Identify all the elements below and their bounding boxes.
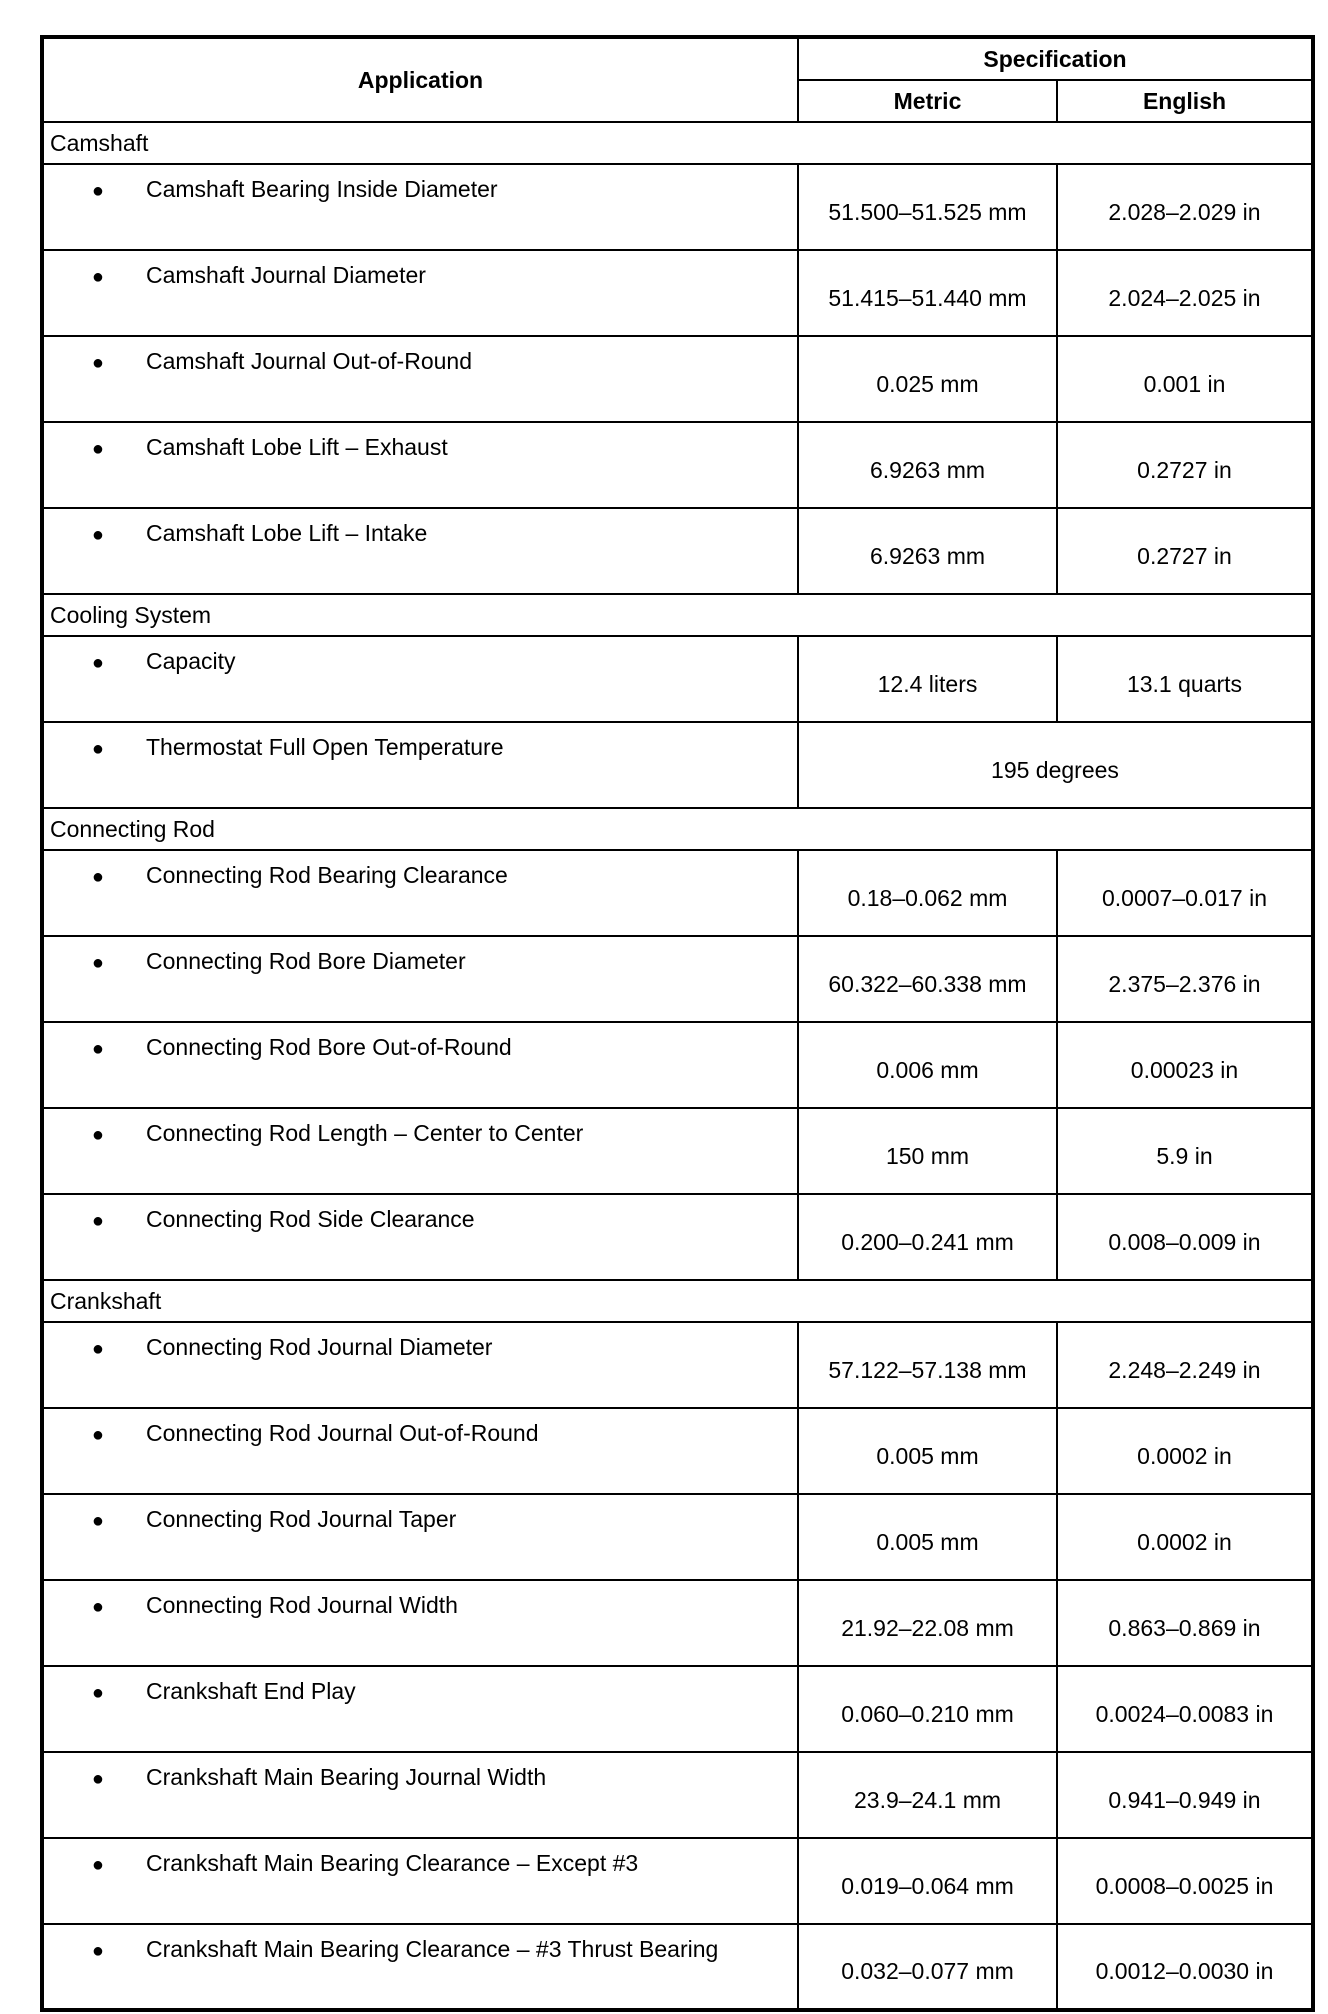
- bullet-icon: ●: [91, 266, 104, 288]
- english-value: 0.0024–0.0083 in: [1057, 1666, 1313, 1752]
- metric-value: 6.9263 mm: [798, 422, 1057, 508]
- english-value: 0.0002 in: [1057, 1408, 1313, 1494]
- metric-value: 6.9263 mm: [798, 508, 1057, 594]
- metric-value: 0.200–0.241 mm: [798, 1194, 1057, 1280]
- english-value: 5.9 in: [1057, 1108, 1313, 1194]
- table-row: [42, 1752, 1313, 1838]
- table-row: [42, 936, 1313, 1022]
- bullet-icon: ●: [91, 1596, 104, 1618]
- bullet-icon: ●: [91, 1210, 104, 1232]
- english-value: 0.0012–0.0030 in: [1057, 1924, 1313, 2010]
- metric-value: 12.4 liters: [798, 636, 1057, 722]
- metric-value: 0.060–0.210 mm: [798, 1666, 1057, 1752]
- bullet-icon: ●: [91, 524, 104, 546]
- english-value: 0.863–0.869 in: [1057, 1580, 1313, 1666]
- specification-header: Specification: [798, 37, 1313, 80]
- table-row: [42, 508, 1313, 594]
- metric-value: 0.032–0.077 mm: [798, 1924, 1057, 2010]
- bullet-icon: ●: [91, 1940, 104, 1962]
- bullet-icon: ●: [91, 1038, 104, 1060]
- section-crankshaft: Crankshaft: [42, 1280, 1313, 1322]
- english-value: 0.008–0.009 in: [1057, 1194, 1313, 1280]
- row-label: Camshaft Lobe Lift – Intake: [146, 520, 428, 546]
- row-label: Crankshaft End Play: [146, 1678, 356, 1704]
- row-label: Connecting Rod Journal Taper: [146, 1506, 457, 1532]
- metric-value: 51.500–51.525 mm: [798, 164, 1057, 250]
- english-value: 0.00023 in: [1057, 1022, 1313, 1108]
- row-label: Camshaft Journal Diameter: [146, 262, 426, 288]
- row-label: Connecting Rod Journal Diameter: [146, 1334, 493, 1360]
- bullet-icon: ●: [91, 1682, 104, 1704]
- bullet-icon: ●: [91, 1854, 104, 1876]
- table-row: [42, 1108, 1313, 1194]
- table-row: [42, 1194, 1313, 1280]
- row-label: Crankshaft Main Bearing Journal Width: [146, 1764, 547, 1790]
- table-row: [42, 1666, 1313, 1752]
- english-value: 2.028–2.029 in: [1057, 164, 1313, 250]
- english-value: 0.0002 in: [1057, 1494, 1313, 1580]
- row-label: Camshaft Bearing Inside Diameter: [146, 176, 498, 202]
- section-camshaft: Camshaft: [42, 122, 1313, 164]
- bullet-icon: ●: [91, 738, 104, 760]
- table-row: [42, 722, 1313, 808]
- metric-header: Metric: [798, 80, 1057, 122]
- metric-value: 0.019–0.064 mm: [798, 1838, 1057, 1924]
- table-row: [42, 1580, 1313, 1666]
- english-value: 0.941–0.949 in: [1057, 1752, 1313, 1838]
- row-label: Thermostat Full Open Temperature: [146, 734, 504, 760]
- table-row: [42, 1924, 1313, 2010]
- row-label: Connecting Rod Bore Diameter: [146, 948, 466, 974]
- english-value: 13.1 quarts: [1057, 636, 1313, 722]
- row-label: Connecting Rod Bearing Clearance: [146, 862, 508, 888]
- english-value: 2.024–2.025 in: [1057, 250, 1313, 336]
- row-label: Crankshaft Main Bearing Clearance – Except #3: [146, 1850, 639, 1876]
- bullet-icon: ●: [91, 1510, 104, 1532]
- bullet-icon: ●: [91, 652, 104, 674]
- english-value: 2.375–2.376 in: [1057, 936, 1313, 1022]
- bullet-icon: ●: [91, 180, 104, 202]
- metric-value: 0.025 mm: [798, 336, 1057, 422]
- combined-value: 195 degrees: [798, 722, 1313, 808]
- row-label: Connecting Rod Journal Width: [146, 1592, 458, 1618]
- section-connecting-rod: Connecting Rod: [42, 808, 1313, 850]
- table-row: [42, 422, 1313, 508]
- row-label: Connecting Rod Side Clearance: [146, 1206, 475, 1232]
- bullet-icon: ●: [91, 438, 104, 460]
- row-label: Camshaft Lobe Lift – Exhaust: [146, 434, 448, 460]
- metric-value: 23.9–24.1 mm: [798, 1752, 1057, 1838]
- english-value: 0.001 in: [1057, 336, 1313, 422]
- metric-value: 0.18–0.062 mm: [798, 850, 1057, 936]
- row-label: Camshaft Journal Out-of-Round: [146, 348, 472, 374]
- table-row: [42, 850, 1313, 936]
- bullet-icon: ●: [91, 866, 104, 888]
- table-row: [42, 336, 1313, 422]
- row-label: Crankshaft Main Bearing Clearance – #3 Thrust Bearing: [146, 1936, 719, 1962]
- bullet-icon: ●: [91, 952, 104, 974]
- table-row: [42, 1022, 1313, 1108]
- metric-value: 150 mm: [798, 1108, 1057, 1194]
- english-value: 0.0008–0.0025 in: [1057, 1838, 1313, 1924]
- metric-value: 0.005 mm: [798, 1408, 1057, 1494]
- bullet-icon: ●: [91, 1124, 104, 1146]
- metric-value: 51.415–51.440 mm: [798, 250, 1057, 336]
- row-label: Connecting Rod Length – Center to Center: [146, 1120, 584, 1146]
- table-row: [42, 1322, 1313, 1408]
- row-label: Capacity: [146, 648, 236, 674]
- row-label: Connecting Rod Journal Out-of-Round: [146, 1420, 539, 1446]
- table-row: [42, 1408, 1313, 1494]
- bullet-icon: ●: [91, 1768, 104, 1790]
- table-row: [42, 250, 1313, 336]
- english-value: 0.0007–0.017 in: [1057, 850, 1313, 936]
- english-value: 0.2727 in: [1057, 508, 1313, 594]
- table-row: [42, 1838, 1313, 1924]
- table-row: [42, 164, 1313, 250]
- row-label: Connecting Rod Bore Out-of-Round: [146, 1034, 512, 1060]
- metric-value: 0.006 mm: [798, 1022, 1057, 1108]
- metric-value: 60.322–60.338 mm: [798, 936, 1057, 1022]
- bullet-icon: ●: [91, 352, 104, 374]
- bullet-icon: ●: [91, 1424, 104, 1446]
- section-cooling-system: Cooling System: [42, 594, 1313, 636]
- metric-value: 57.122–57.138 mm: [798, 1322, 1057, 1408]
- bullet-icon: ●: [91, 1338, 104, 1360]
- application-header: Application: [42, 37, 798, 122]
- table-row: [42, 1494, 1313, 1580]
- english-value: 2.248–2.249 in: [1057, 1322, 1313, 1408]
- metric-value: 0.005 mm: [798, 1494, 1057, 1580]
- table-row: [42, 636, 1313, 722]
- metric-value: 21.92–22.08 mm: [798, 1580, 1057, 1666]
- english-header: English: [1057, 80, 1313, 122]
- specification-table: [40, 35, 1315, 2012]
- english-value: 0.2727 in: [1057, 422, 1313, 508]
